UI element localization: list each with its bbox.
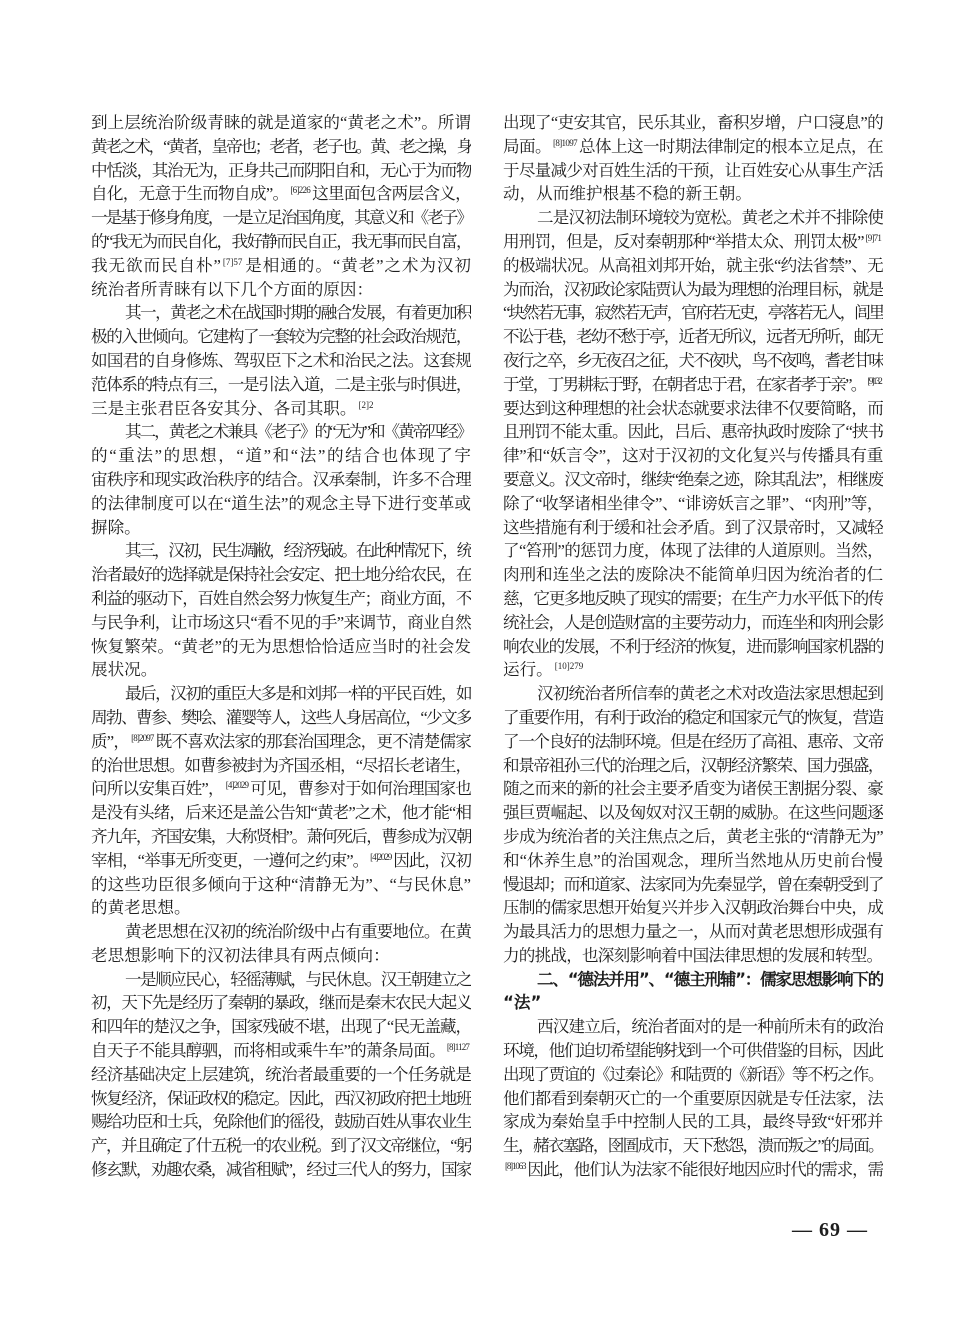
- text-segment: 老思想影响下的汉初法律具有两点倾向：: [91, 945, 390, 965]
- text-line: [91, 539, 471, 563]
- citation-reference: [7]57: [222, 256, 243, 267]
- text-line: [91, 1063, 471, 1087]
- text-line: [91, 968, 471, 992]
- text-line: [503, 658, 883, 682]
- text-segment: 展状况。: [91, 660, 158, 680]
- text-line: [91, 801, 471, 825]
- text-line: [503, 159, 883, 183]
- text-segment: 三是主张君臣各安其分、各司其职。: [91, 398, 357, 418]
- text-segment: 经济基础决定上层建筑，统治者最重要的一个任务就是: [91, 1064, 471, 1084]
- text-line: [503, 706, 883, 730]
- text-segment: 恢复经济，保证政权的稳定。因此，西汉初政府把土地班: [91, 1088, 471, 1108]
- text-line: [91, 182, 471, 206]
- text-line: [503, 1015, 883, 1039]
- text-line: [91, 135, 471, 159]
- text-line: [91, 682, 471, 706]
- text-segment: 的治世思想。如曹参被封为齐国丞相，“尽招长老诸生，: [91, 755, 471, 775]
- text-segment: 初，天下先是经历了秦朝的暴政，继而是秦末农民大起义: [91, 993, 471, 1013]
- text-line: [91, 278, 471, 302]
- text-segment: 利益的驱动下，百姓自然会努力恢复生产；商业方面，不: [91, 588, 471, 608]
- text-line: [503, 754, 883, 778]
- text-line: [503, 444, 883, 468]
- text-segment: 的“我无为而民自化，我好静而民自正，我无事而民自富，: [91, 231, 471, 251]
- text-segment: 西汉建立后，统治者面对的是一种前所未有的政治: [537, 1017, 883, 1037]
- text-line: [503, 1110, 883, 1134]
- text-segment: 中恬淡，其治无为，正身共己而阴阳自和，无心于为而物: [91, 160, 471, 180]
- text-segment: 自化，无意于生而物自成”。: [91, 184, 289, 204]
- citation-reference: [8]1063: [505, 1161, 526, 1172]
- text-line: [91, 1015, 471, 1039]
- citation-reference: [2]2: [358, 399, 374, 410]
- text-segment: 随之而来的新的社会主要矛盾变为诸侯王割据分裂、豪: [503, 779, 883, 799]
- text-segment: 和景帝祖孙三代的治理之后，汉朝经济繁荣、国力强盛，: [503, 755, 883, 775]
- text-segment: 用刑罚，但是，反对秦朝那种“举措太众、刑罚太极”: [503, 231, 864, 251]
- text-line: [503, 635, 883, 659]
- text-line: [91, 563, 471, 587]
- text-line: [503, 254, 883, 278]
- text-segment: 了“笞刑”的惩罚力度，体现了法律的人道原则。当然，: [503, 541, 883, 561]
- text-line: [503, 397, 883, 421]
- text-line: [91, 111, 471, 135]
- text-line: [503, 849, 883, 873]
- text-line: [503, 611, 883, 635]
- section-heading-line: [503, 991, 883, 1015]
- text-line: [91, 896, 471, 920]
- text-segment: 二、“德法并用”、“德主刑辅”：儒家思想影响下的: [537, 969, 883, 989]
- text-segment: 总体上这一时期法律制定的根本立足点，在: [578, 136, 883, 156]
- text-line: [503, 1134, 883, 1158]
- text-line: [503, 539, 883, 563]
- text-line: [503, 777, 883, 801]
- text-segment: 我无欲而民自朴”: [91, 255, 221, 275]
- text-line: [91, 849, 471, 873]
- text-segment: 二是汉初法制环境较为宽松。黄老之术并不排除使: [537, 208, 883, 228]
- citation-reference: [8]1097: [553, 137, 577, 148]
- text-segment: 是没有头绪，后来还是盖公告知“黄老”之术，他才能“相: [91, 803, 471, 823]
- text-line: [91, 349, 471, 373]
- text-segment: 出现了“吏安其官，民乐其业，畜积岁增，户口寖息”的: [503, 113, 883, 132]
- text-segment: 的这些功臣很多倾向于这种“清静无为”、“与民休息”: [91, 874, 471, 894]
- text-segment: 最后，汉初的重臣大多是和刘邦一样的平民百姓，如: [125, 684, 471, 704]
- text-line: [91, 873, 471, 897]
- text-line: [503, 730, 883, 754]
- text-line: [503, 230, 883, 254]
- text-line: [91, 920, 471, 944]
- text-segment: 动，从而维护根基不稳的新王朝。: [503, 184, 752, 204]
- text-line: [91, 420, 471, 444]
- citation-reference: [8]2097: [131, 732, 154, 743]
- text-segment: 这里面包含两层含义，: [312, 184, 471, 204]
- text-line: [503, 1039, 883, 1063]
- text-line: [91, 991, 471, 1015]
- text-line: [503, 563, 883, 587]
- text-line: [91, 825, 471, 849]
- citation-reference: [9]71: [865, 232, 881, 243]
- text-segment: 这些措施有利于缓和社会矛盾。到了汉景帝时，又减轻: [503, 517, 883, 537]
- text-line: [503, 468, 883, 492]
- text-segment: 黄老思想在汉初的统治阶级中占有重要地位。在黄: [125, 922, 471, 942]
- text-segment: 为最具活力的思想力量之一，从而对黄老思想形成强有: [503, 922, 883, 942]
- text-segment: 于尽量减少对百姓生活的干预，让百姓安心从事生产活: [503, 160, 883, 180]
- text-line: [503, 896, 883, 920]
- text-line: [91, 301, 471, 325]
- left-text-column: [91, 111, 471, 1182]
- text-segment: 出现了贾谊的《过秦论》和陆贾的《新语》等不朽之作。: [503, 1064, 883, 1084]
- text-segment: 如国君的自身修炼、驾驭臣下之术和治民之法。这套规: [91, 350, 471, 370]
- text-segment: 黄老之术，“黄者，皇帝也；老者，老子也。黄、老之操，身: [91, 136, 471, 156]
- text-segment: 赐给功臣和士兵，免除他们的徭役，鼓励百姓从事农业生: [91, 1112, 471, 1132]
- text-segment: 宙秩序和现实政治秩序的结合。汉承秦制，许多不合理: [91, 469, 471, 489]
- text-segment: 范体系的特点有三，一是引法入道，二是主张与时俱进，: [91, 374, 471, 394]
- text-line: [503, 873, 883, 897]
- text-segment: 响农业的发展，不利于经济的恢复，进而影响国家机器的: [503, 636, 883, 656]
- text-segment: 问所以安集百姓”，: [91, 779, 224, 799]
- text-segment: 他们都看到秦朝灭亡的一个重要原因就是专任法家，法: [503, 1088, 883, 1108]
- text-segment: 强巨贾崛起、以及匈奴对汉王朝的威胁。在这些问题逐: [503, 803, 883, 823]
- text-line: [503, 492, 883, 516]
- text-segment: 统治者所青睐有以下几个方面的原因：: [91, 279, 374, 299]
- text-segment: 周勃、曹参、樊哙、灌婴等人，这些人身居高位，“少文多: [91, 707, 471, 727]
- text-segment: 力的挑战，也深刻影响着中国法律思想的发展和转型。: [503, 945, 883, 965]
- text-line: [91, 611, 471, 635]
- text-segment: “法”: [503, 993, 542, 1013]
- text-line: [91, 468, 471, 492]
- text-segment: 生，赭衣塞路，囹圄成市，天下愁怨，溃而叛之”的局面。: [503, 1136, 883, 1156]
- page-number: — 69 —: [792, 1219, 868, 1241]
- text-segment: 除了“收孥诸相坐律令”、“诽谤妖言之罪”、“肉刑”等，: [503, 493, 883, 513]
- text-line: [503, 587, 883, 611]
- text-line: [91, 635, 471, 659]
- text-segment: 宰相，“举事无所变更，一遵何之约束”。: [91, 850, 369, 870]
- text-segment: 是相通的。“黄老”之术为汉初: [244, 255, 471, 275]
- text-line: [91, 777, 471, 801]
- text-line: [503, 135, 883, 159]
- text-line: [91, 230, 471, 254]
- text-line: [91, 325, 471, 349]
- text-segment: 的黄老思想。: [91, 898, 191, 918]
- text-segment: 其三，汉初，民生凋敝，经济残破。在此种情况下，统: [125, 541, 471, 561]
- text-segment: 运行。: [503, 660, 553, 680]
- text-line: [91, 1134, 471, 1158]
- citation-reference: [4]2029: [225, 780, 249, 791]
- text-segment: 极的入世倾向。它建构了一套较为完整的社会政治规范，: [91, 327, 471, 347]
- text-line: [91, 492, 471, 516]
- text-segment: 压制的儒家思想开始复兴并步入汉朝政治舞台中央，成: [503, 898, 883, 918]
- text-line: [91, 254, 471, 278]
- text-segment: 步成为统治者的关注焦点之后，黄老主张的“清静无为”: [503, 826, 883, 846]
- text-segment: 不讼于巷，老幼不愁于亭，近者无所议，远者无所听，邮无: [503, 327, 883, 347]
- text-segment: 夜行之卒，乡无夜召之征，犬不夜吠，鸟不夜鸣，耆老甘味: [503, 350, 883, 370]
- text-segment: 产，并且确定了什五税一的农业税。到了汉文帝继位，“躬: [91, 1136, 471, 1156]
- text-segment: 要达到这种理想的社会状态就要求法律不仅要简略，而: [503, 398, 883, 418]
- text-segment: “块然若无事，寂然若无声，官府若无吏，亭落若无人，闾里: [503, 303, 883, 323]
- text-segment: 修玄默，劝趣农桑，减省租赋”，经过三代人的努力，国家: [91, 1160, 471, 1180]
- text-segment: 且刑罚不能太重。因此，吕后、惠帝执政时废除了“挟书: [503, 422, 883, 442]
- text-segment: 的极端状况。从高祖刘邦开始，就主张“约法省禁”、无: [503, 255, 883, 275]
- text-segment: 既不喜欢法家的那套治国理念，更不清楚儒家: [155, 731, 471, 751]
- text-segment: 慈，它更多地反映了现实的需要；在生产力水平低下的传: [503, 588, 883, 608]
- text-segment: 肉刑和连坐之法的废除决不能简单归因为统治者的仁: [503, 565, 883, 585]
- text-line: [91, 944, 471, 968]
- text-segment: 一是基于修身角度，一是立足治国角度，其意义和《老子》: [91, 208, 471, 228]
- text-line: [91, 159, 471, 183]
- citation-reference: [4]2029: [370, 851, 392, 862]
- text-line: [503, 278, 883, 302]
- citation-reference: [10]279: [554, 661, 584, 672]
- right-text-column: [503, 111, 883, 1182]
- text-segment: 质”，: [91, 731, 130, 751]
- text-segment: 了重要作用，有利于政治的稳定和国家元气的恢复，营造: [503, 707, 883, 727]
- text-segment: 为而治，汉初政论家陆贾认为最为理想的治理目标，就是: [503, 279, 883, 299]
- text-line: [91, 1110, 471, 1134]
- citation-reference: [6]226: [290, 185, 311, 196]
- text-line: [503, 1087, 883, 1111]
- text-segment: 了一个良好的法制环境。但是在经历了高祖、惠帝、文帝: [503, 731, 883, 751]
- text-line: [503, 944, 883, 968]
- text-segment: 环境，他们迫切希望能够找到一个可供借鉴的目标，因此: [503, 1041, 883, 1061]
- text-segment: 的“重法”的思想，“道”和“法”的结合也体现了宇: [91, 446, 471, 466]
- text-segment: 和“休养生息”的治国观念，理所当然地从历史前台慢: [503, 850, 883, 870]
- text-line: [91, 206, 471, 230]
- text-segment: 局面。: [503, 136, 552, 156]
- text-segment: 摒除。: [91, 517, 141, 537]
- text-line: [503, 111, 883, 135]
- text-segment: 自天子不能具醇驷，而将相或乘牛车”的萧条局面。: [91, 1041, 445, 1061]
- text-segment: 恢复繁荣。“黄老”的无为思想恰恰适应当时的社会发: [91, 636, 471, 656]
- text-line: [91, 706, 471, 730]
- text-segment: 与民争利，让市场这只“看不见的手”来调节，商业自然: [91, 612, 471, 632]
- text-segment: 到上层统治阶级青睐的就是道家的“黄老之术”。所谓: [91, 113, 471, 132]
- text-segment: 要意义。汉文帝时，继续“绝秦之迹，除其乱法”，相继废: [503, 469, 883, 489]
- text-segment: 其二，黄老之术兼具《老子》的“无为”和《黄帝四经》: [125, 422, 471, 442]
- text-line: [503, 1063, 883, 1087]
- text-segment: 慢退却；而和道家、法家同为先秦显学，曾在秦朝受到了: [503, 874, 883, 894]
- text-segment: 统社会，人是创造财富的主要劳动力，而连坐和肉刑会影: [503, 612, 883, 632]
- text-line: [91, 1087, 471, 1111]
- text-line: [503, 182, 883, 206]
- text-line: [503, 920, 883, 944]
- text-line: [503, 325, 883, 349]
- text-line: [91, 397, 471, 421]
- text-line: [503, 206, 883, 230]
- text-segment: 其一，黄老之术在战国时期的融合发展，有着更加积: [125, 303, 471, 323]
- text-line: [503, 373, 883, 397]
- text-line: [91, 1158, 471, 1182]
- text-line: [503, 1158, 883, 1182]
- text-line: [91, 587, 471, 611]
- citation-reference: [9]132: [867, 375, 881, 386]
- text-line: [91, 444, 471, 468]
- section-heading-line: [503, 968, 883, 992]
- text-line: [503, 349, 883, 373]
- text-segment: 律”和“妖言令”，这对于汉初的文化复兴与传播具有重: [503, 446, 883, 466]
- text-line: [91, 516, 471, 540]
- text-line: [503, 420, 883, 444]
- text-line: [91, 373, 471, 397]
- text-segment: 的法律制度可以在“道生法”的观念主导下进行变革或: [91, 493, 471, 513]
- text-segment: 家成为秦始皇手中控制人民的工具，最终导致“奸邪并: [503, 1112, 883, 1132]
- text-segment: 可见，曹参对于如何治理国家也: [250, 779, 471, 799]
- text-line: [91, 754, 471, 778]
- text-segment: 治者最好的选择就是保持社会安定、把土地分给农民，在: [91, 565, 471, 585]
- text-line: [503, 301, 883, 325]
- citation-reference: [8]1127: [446, 1042, 469, 1053]
- text-segment: 因此，汉初: [393, 850, 471, 870]
- text-segment: 齐九年，齐国安集，大称贤相”。萧何死后，曹参成为汉朝: [91, 826, 471, 846]
- text-line: [91, 730, 471, 754]
- text-line: [91, 1039, 471, 1063]
- text-segment: 于堂，丁男耕耘于野，在朝者忠于君，在家者孝于亲”。: [503, 374, 866, 394]
- text-line: [91, 658, 471, 682]
- text-segment: 一是顺应民心，轻徭薄赋，与民休息。汉王朝建立之: [125, 969, 471, 989]
- text-line: [503, 801, 883, 825]
- text-line: [503, 682, 883, 706]
- text-segment: 因此，他们认为法家不能很好地因应时代的需求，需: [527, 1160, 883, 1180]
- text-segment: 汉初统治者所信奉的黄老之术对改造法家思想起到: [537, 684, 883, 704]
- text-line: [503, 825, 883, 849]
- text-segment: 和四年的楚汉之争，国家残破不堪，出现了“民无盖藏，: [91, 1017, 471, 1037]
- text-line: [503, 516, 883, 540]
